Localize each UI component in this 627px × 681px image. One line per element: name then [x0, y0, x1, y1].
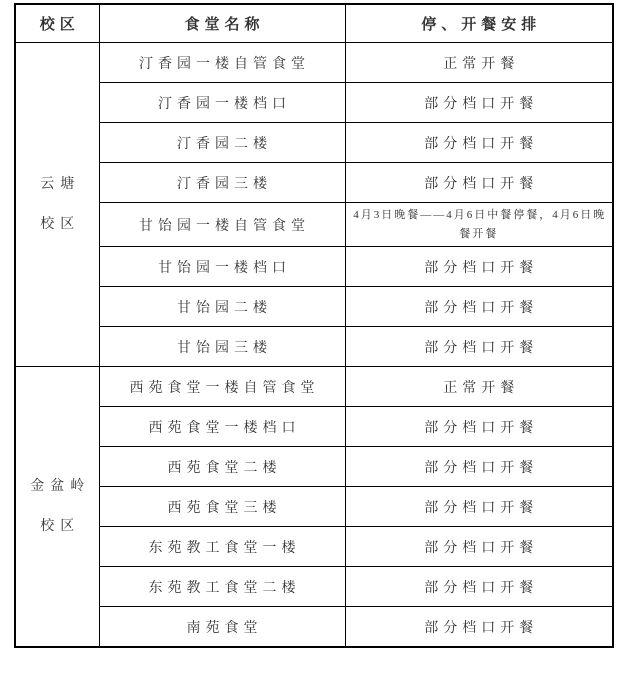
campus-cell-jinpenling: [15, 367, 99, 648]
arrangement-cell: 部分档口开餐: [345, 527, 613, 567]
table-row: [15, 527, 613, 567]
canteen-schedule-table: [14, 3, 614, 648]
arrangement-cell: 部分档口开餐: [345, 327, 613, 367]
canteen-cell: 西苑食堂二楼: [99, 447, 345, 487]
header-arrangement: 停、开餐安排: [345, 4, 613, 43]
table-row: [15, 163, 613, 203]
canteen-cell: 汀香园二楼: [99, 123, 345, 163]
table-row: [15, 407, 613, 447]
table-row: [15, 487, 613, 527]
canteen-cell: 南苑食堂: [99, 607, 345, 648]
table-row: [15, 607, 613, 648]
arrangement-cell: 部分档口开餐: [345, 447, 613, 487]
header-canteen: 食堂名称: [99, 4, 345, 43]
canteen-cell: 西苑食堂一楼档口: [99, 407, 345, 447]
campus-name-line: 云塘: [40, 176, 81, 192]
arrangement-cell: 正常开餐: [345, 43, 613, 83]
canteen-cell: 汀香园一楼自管食堂: [99, 43, 345, 83]
arrangement-cell: 部分档口开餐: [345, 83, 613, 123]
canteen-cell: 甘饴园二楼: [99, 287, 345, 327]
canteen-cell: 汀香园一楼档口: [99, 83, 345, 123]
canteen-cell: 东苑教工食堂二楼: [99, 567, 345, 607]
table-row: [15, 447, 613, 487]
arrangement-cell: 正常开餐: [345, 367, 613, 407]
canteen-cell: 甘饴园一楼自管食堂: [99, 203, 345, 247]
table-row: [15, 367, 613, 407]
canteen-cell: 东苑教工食堂一楼: [99, 527, 345, 567]
canteen-cell: 甘饴园一楼档口: [99, 247, 345, 287]
campus-name-line: 校区: [40, 216, 81, 232]
canteen-cell: 西苑食堂一楼自管食堂: [99, 367, 345, 407]
table-row: [15, 123, 613, 163]
arrangement-cell: 部分档口开餐: [345, 607, 613, 648]
arrangement-cell: 部分档口开餐: [345, 407, 613, 447]
table-row: [15, 247, 613, 287]
table-row: [15, 43, 613, 83]
header-row: [15, 4, 613, 43]
header-campus: 校区: [15, 4, 99, 43]
arrangement-cell: 部分档口开餐: [345, 287, 613, 327]
table-row: [15, 287, 613, 327]
arrangement-cell: 部分档口开餐: [345, 163, 613, 203]
campus-cell-yuntang: [15, 43, 99, 367]
arrangement-cell: 4月3日晚餐——4月6日中餐停餐，4月6日晚餐开餐: [345, 203, 613, 247]
canteen-cell: 西苑食堂三楼: [99, 487, 345, 527]
arrangement-cell: 部分档口开餐: [345, 247, 613, 287]
campus-name-line: 校区: [40, 518, 81, 534]
campus-name-line: 金盆岭: [30, 478, 91, 494]
table-row: [15, 83, 613, 123]
canteen-cell: 汀香园三楼: [99, 163, 345, 203]
table-row: [15, 327, 613, 367]
arrangement-cell: 部分档口开餐: [345, 567, 613, 607]
table-row: [15, 203, 613, 247]
table-row: [15, 567, 613, 607]
arrangement-cell: 部分档口开餐: [345, 123, 613, 163]
arrangement-cell: 部分档口开餐: [345, 487, 613, 527]
canteen-cell: 甘饴园三楼: [99, 327, 345, 367]
